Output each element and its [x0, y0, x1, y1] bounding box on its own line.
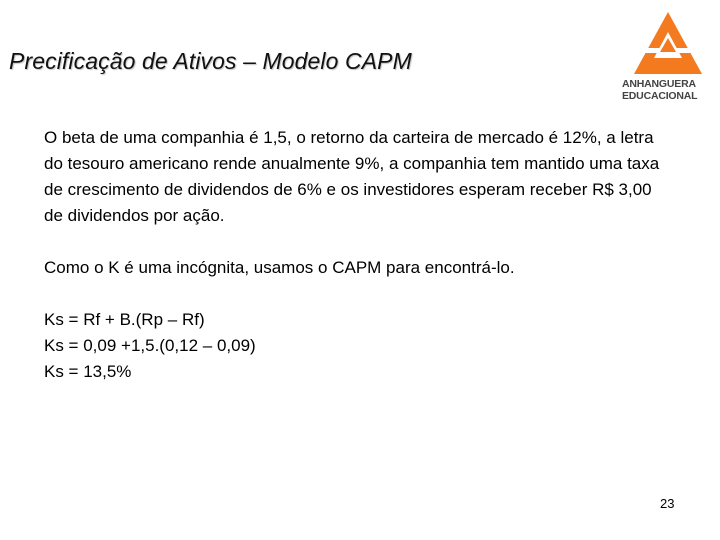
logo-line-2: EDUCACIONAL — [622, 90, 698, 102]
slide-title: Precificação de Ativos – Modelo CAPM — [9, 48, 412, 74]
problem-paragraph: O beta de uma companhia é 1,5, o retorno da carteira de mercado é 12%, a letra do tesouro americano rende anualmente 9%, a companhia tem mantido uma taxa de crescimento de dividendos de 6% e os investidores esperam receber R$ 3,00 de dividendos por ação. — [44, 128, 660, 225]
logo-text — [622, 78, 714, 102]
logo-line-1: ANHANGUERA — [622, 78, 696, 90]
slide-content — [44, 125, 684, 385]
company-logo — [622, 10, 714, 106]
formula-line-1: Ks = Rf + B.(Rp – Rf) — [44, 310, 205, 329]
page-number: 23 — [660, 496, 675, 511]
formula-line-2: Ks = 0,09 +1,5.(0,12 – 0,09) — [44, 336, 256, 355]
formula-line-3: Ks = 13,5% — [44, 362, 132, 381]
triangle-logo-icon — [632, 10, 704, 76]
capm-intro-paragraph: Como o K é uma incógnita, usamos o CAPM para encontrá-lo. — [44, 258, 515, 277]
formula-block — [44, 307, 684, 385]
